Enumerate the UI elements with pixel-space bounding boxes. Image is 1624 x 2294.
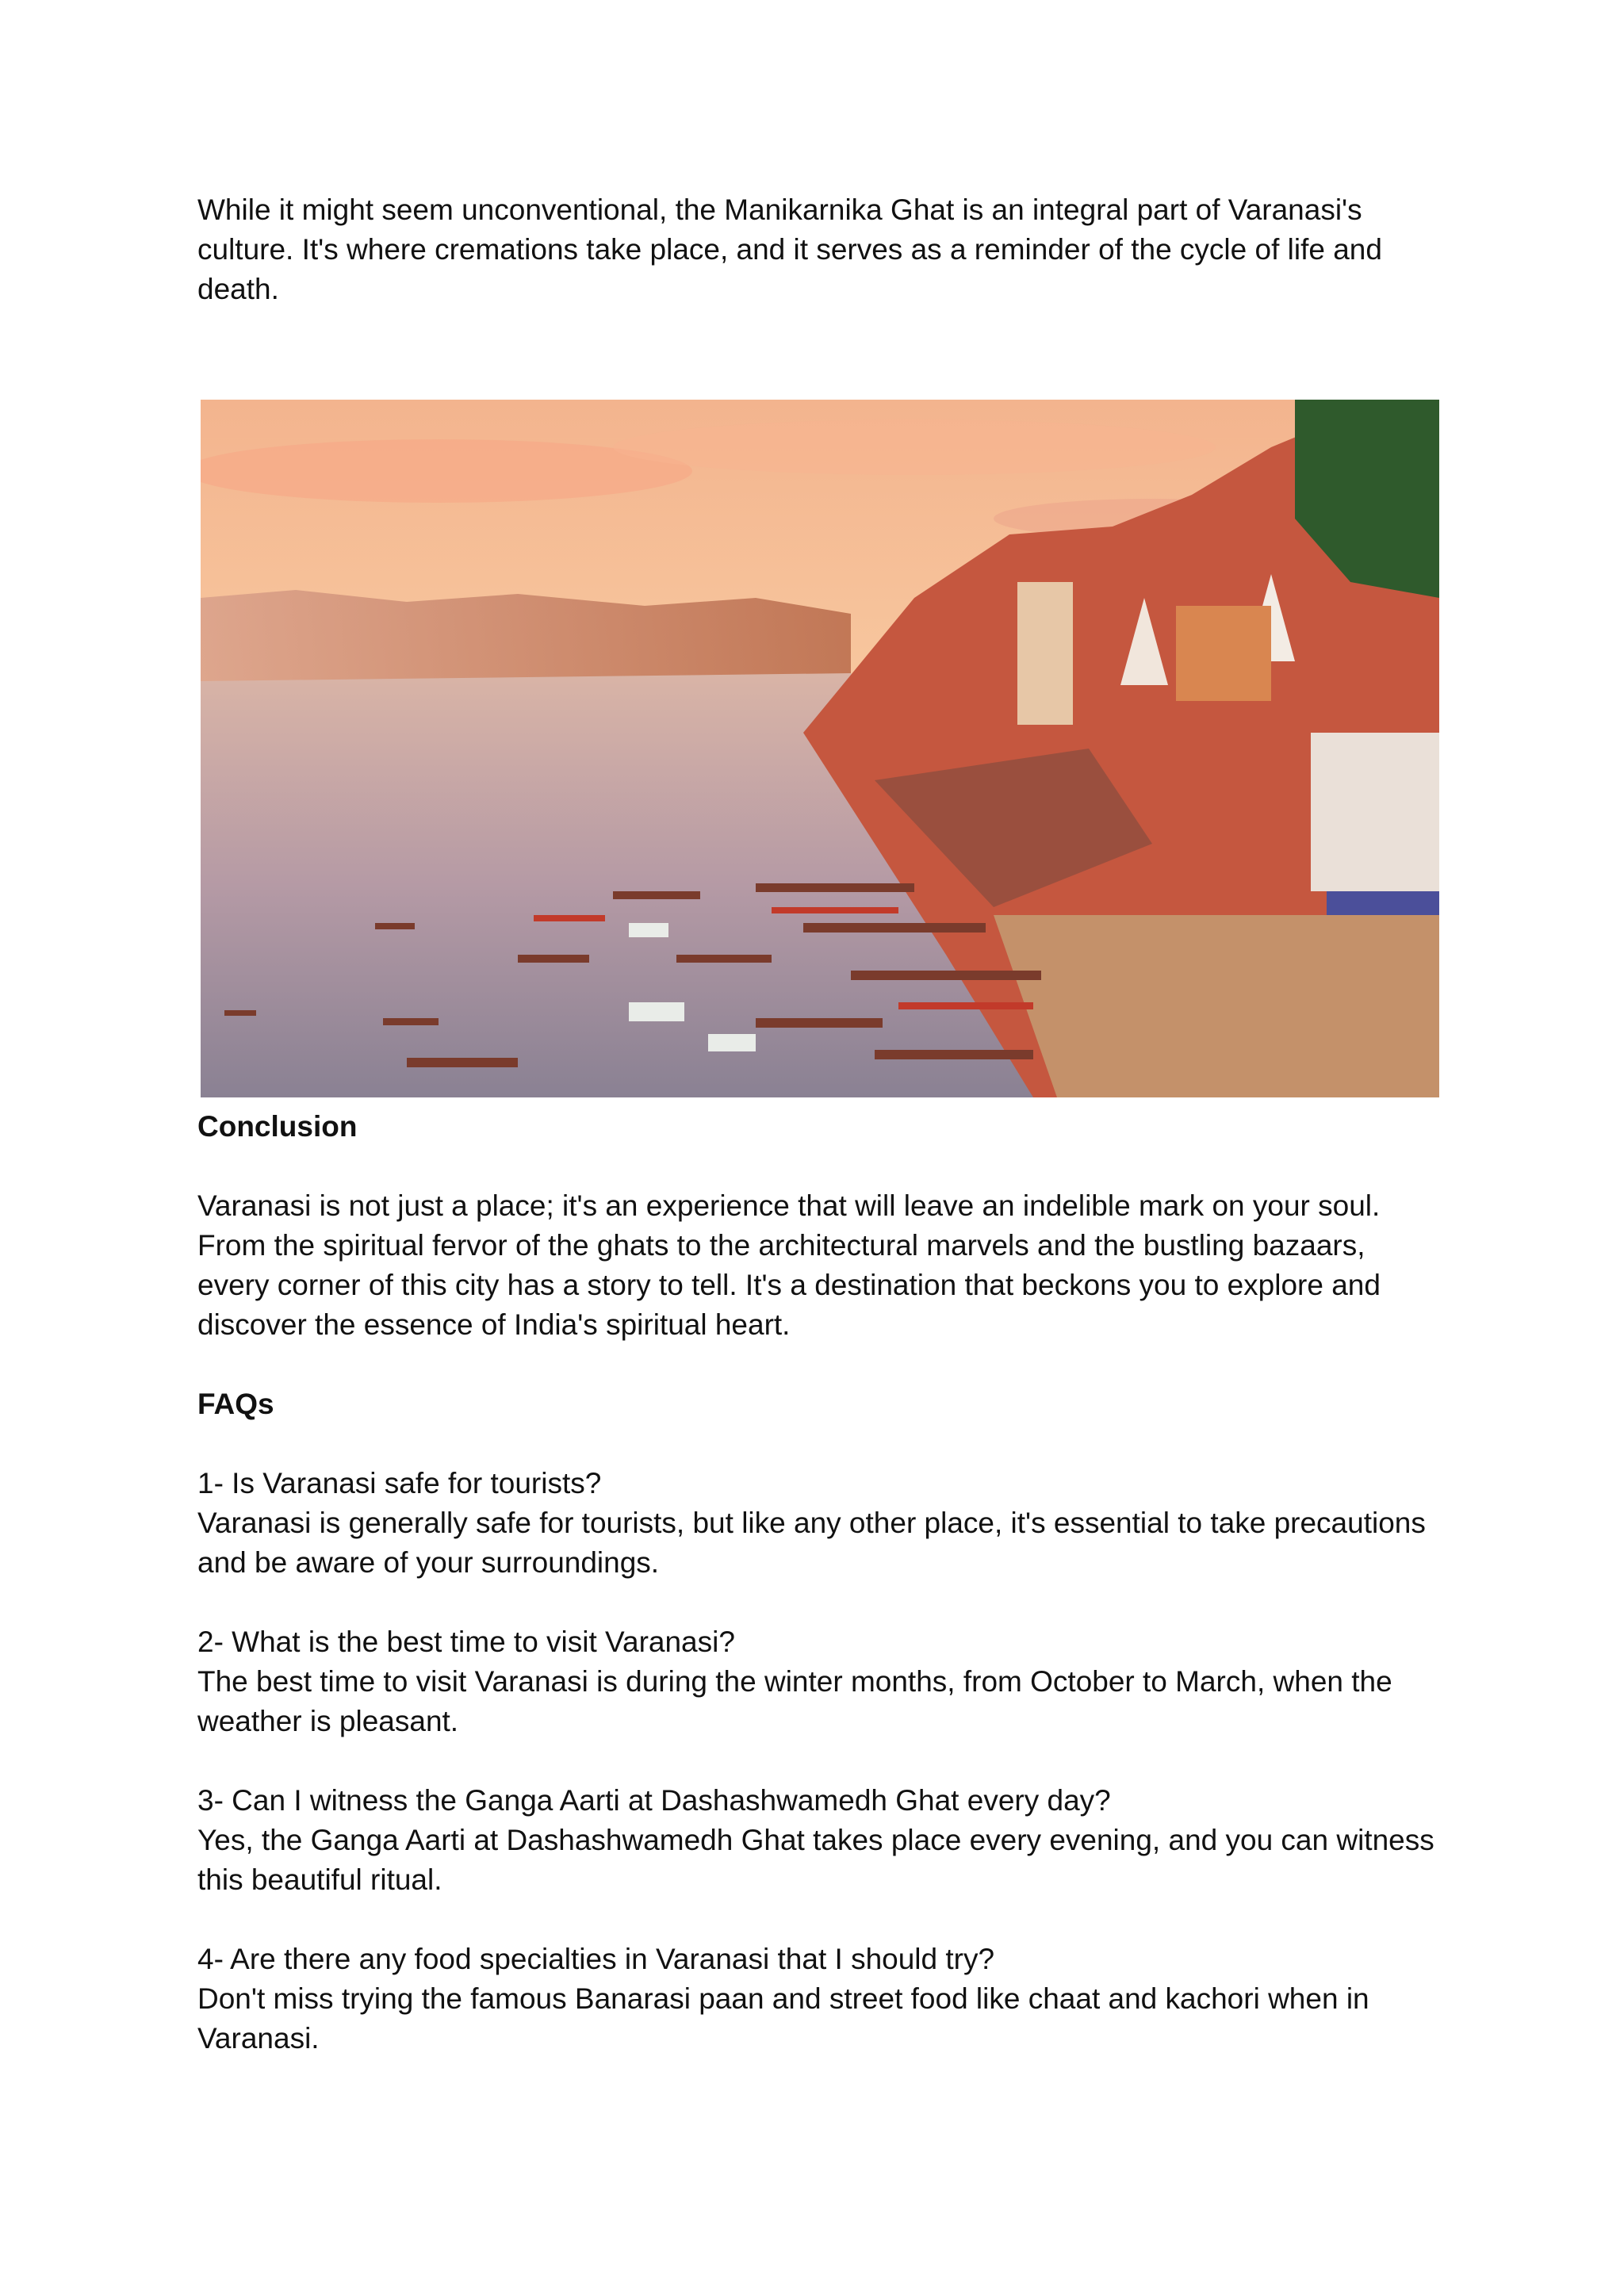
faq-answer: Don't miss trying the famous Banarasi paan and street food like chaat and kachori when in Varanasi. [197,1982,1369,2055]
document-body [197,1107,1442,2058]
faq-answer: The best time to visit Varanasi is during the winter months, from October to March, when the weather is pleasant. [197,1665,1392,1737]
faq-item [197,1781,1442,1900]
faq-question: 3- Can I witness the Ganga Aarti at Dashashwamedh Ghat every day? [197,1784,1111,1817]
intro-paragraph: While it might seem unconventional, the Manikarnika Ghat is an integral part of Varanasi's culture. It's where cremations take place, and it serves as a reminder of the cycle of life and death. [197,193,1382,305]
varanasi-ghats-photo [201,400,1439,1097]
faq-question: 2- What is the best time to visit Varanasi? [197,1626,735,1658]
document-page [197,190,1442,400]
faq-question: 1- Is Varanasi safe for tourists? [197,1467,602,1499]
faq-answer: Varanasi is generally safe for tourists, but like any other place, it's essential to take precautions and be aware of your surroundings. [197,1507,1426,1579]
faq-item [197,1464,1442,1583]
conclusion-paragraph: Varanasi is not just a place; it's an experience that will leave an indelible mark on your soul. From the spiritual fervor of the ghats to the architectural marvels and the bustling bazaars, every corner of this city has a story to tell. It's a destination that beckons you to explore and discover the essence of India's spiritual heart. [197,1189,1381,1341]
faq-answer: Yes, the Ganga Aarti at Dashashwamedh Ghat takes place every evening, and you can witness this beautiful ritual. [197,1824,1434,1896]
photo-illustration [201,400,1439,1097]
faq-item [197,1940,1442,2058]
conclusion-heading: Conclusion [197,1110,358,1143]
faqs-heading: FAQs [197,1388,274,1420]
faq-item [197,1622,1442,1741]
faq-question: 4- Are there any food specialties in Varanasi that I should try? [197,1943,995,1975]
